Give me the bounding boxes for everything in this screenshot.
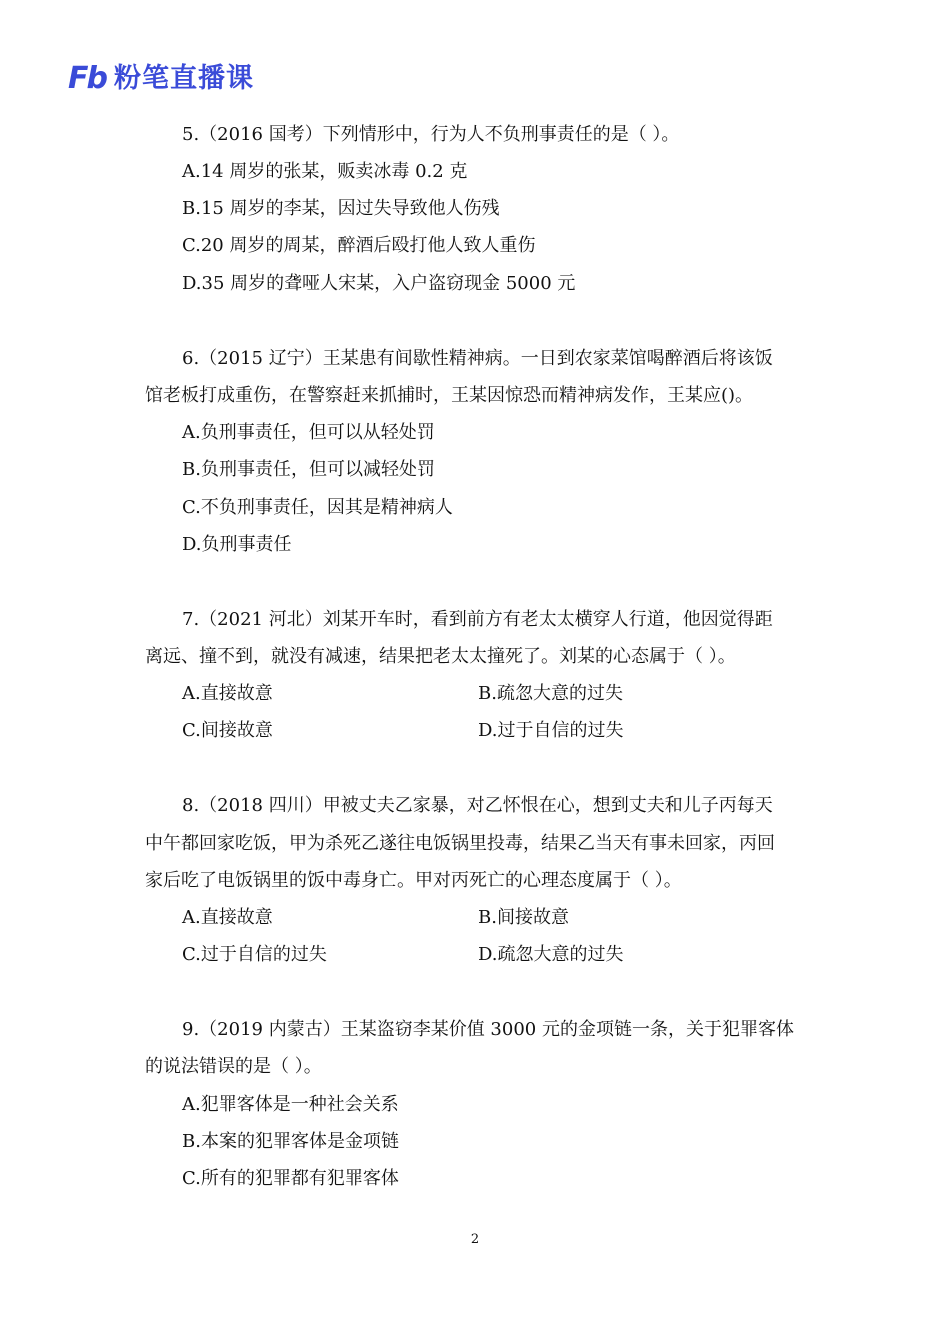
question-7-option-a: A.直接故意 (182, 683, 273, 704)
question-9-option-b: B.本案的犯罪客体是金项链 (182, 1131, 399, 1152)
question-6-option-d: D.负刑事责任 (182, 534, 292, 555)
question-8-stem-line-1: 8.（2018 四川）甲被丈夫乙家暴，对乙怀恨在心，想到丈夫和儿子丙每天 (182, 795, 773, 816)
question-9-stem-line-2: 的说法错误的是（ ）。 (145, 1056, 322, 1077)
question-6-stem-line-1: 6.（2015 辽宁）王某患有间歇性精神病。一日到农家菜馆喝醉酒后将该饭 (182, 348, 773, 369)
question-6-stem-line-2: 馆老板打成重伤，在警察赶来抓捕时，王某因惊恐而精神病发作，王某应()。 (145, 385, 754, 406)
question-6-option-c: C.不负刑事责任，因其是精神病人 (182, 497, 453, 518)
question-6-option-a: A.负刑事责任，但可以从轻处罚 (182, 422, 435, 443)
question-8-stem-line-3: 家后吃了电饭锅里的饭中毒身亡。甲对丙死亡的心理态度属于（ ）。 (145, 870, 682, 891)
fb-logo-icon: Fb (68, 61, 106, 96)
question-9-stem-line-1: 9.（2019 内蒙古）王某盗窃李某价值 3000 元的金项链一条，关于犯罪客体 (182, 1019, 794, 1040)
question-5-option-a: A.14 周岁的张某，贩卖冰毒 0.2 克 (182, 161, 468, 182)
question-7-stem-line-1: 7.（2021 河北）刘某开车时，看到前方有老太太横穿人行道，他因觉得距 (182, 609, 773, 630)
brand-logo (68, 62, 254, 96)
question-8-stem-line-2: 中午都回家吃饭，甲为杀死乙遂往电饭锅里投毒，结果乙当天有事未回家，丙回 (145, 833, 775, 854)
question-8-option-a: A.直接故意 (182, 907, 273, 928)
brand-name: 粉笔直播课 (113, 63, 254, 94)
question-9-option-a: A.犯罪客体是一种社会关系 (182, 1094, 399, 1115)
question-7-option-c: C.间接故意 (182, 720, 273, 741)
question-7-option-d: D.过于自信的过失 (478, 720, 624, 741)
question-5-option-d: D.35 周岁的聋哑人宋某，入户盗窃现金 5000 元 (182, 273, 576, 294)
question-5-option-b: B.15 周岁的李某，因过失导致他人伤残 (182, 198, 500, 219)
question-8-option-d: D.疏忽大意的过失 (478, 944, 624, 965)
question-7-option-b: B.疏忽大意的过失 (478, 683, 623, 704)
question-6-option-b: B.负刑事责任，但可以减轻处罚 (182, 459, 435, 480)
question-7-stem-line-2: 离远、撞不到，就没有减速，结果把老太太撞死了。刘某的心态属于（ ）。 (145, 646, 736, 667)
question-9-option-c: C.所有的犯罪都有犯罪客体 (182, 1168, 399, 1189)
page-number: 2 (470, 1232, 480, 1247)
question-5-stem-line-1: 5.（2016 国考）下列情形中，行为人不负刑事责任的是（ ）。 (182, 124, 680, 145)
question-8-option-b: B.间接故意 (478, 907, 569, 928)
question-8-option-c: C.过于自信的过失 (182, 944, 327, 965)
question-5-option-c: C.20 周岁的周某，醉酒后殴打他人致人重伤 (182, 235, 536, 256)
